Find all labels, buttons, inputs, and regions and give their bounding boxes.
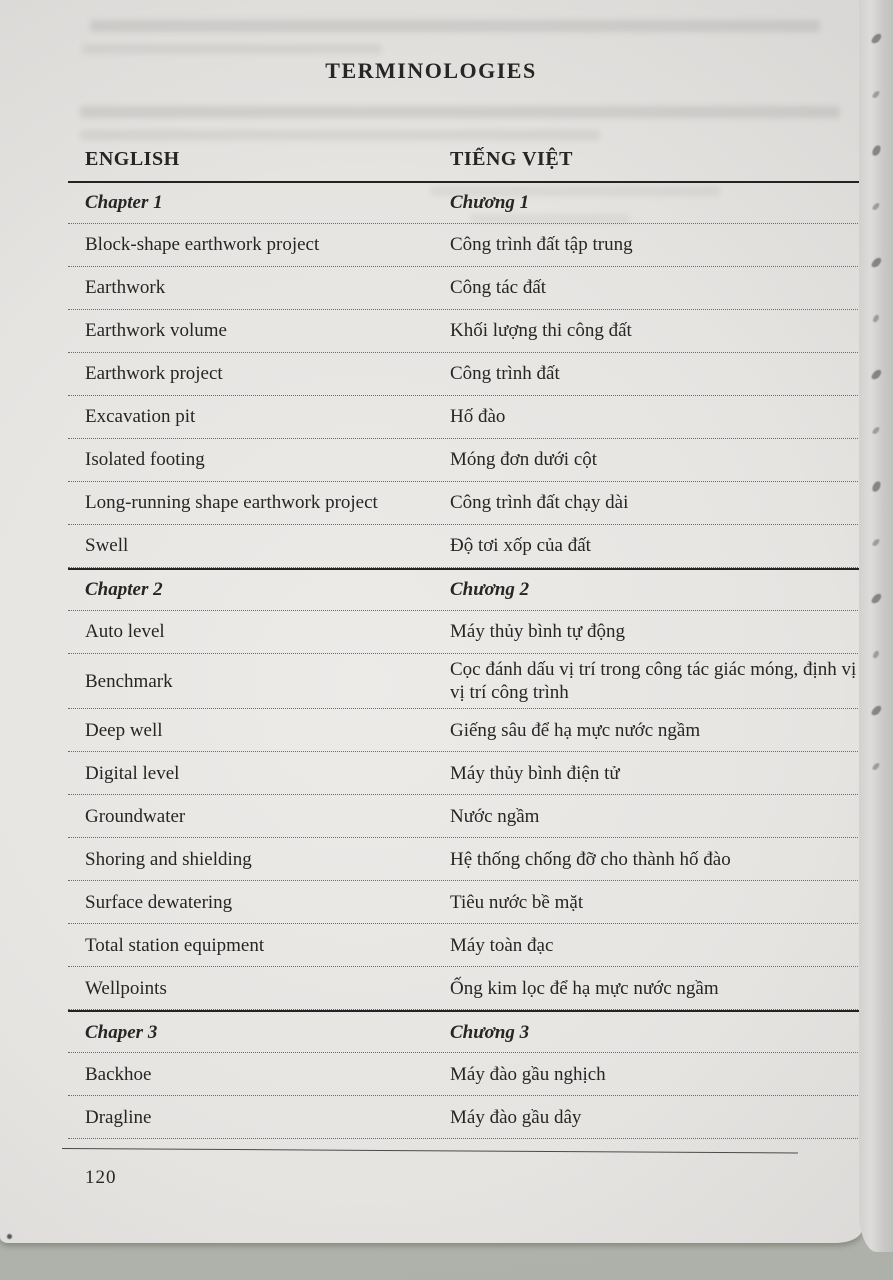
vietnamese-term: Hệ thống chống đỡ cho thành hố đào	[450, 848, 731, 870]
english-term: Benchmark	[85, 670, 173, 692]
english-term: Isolated footing	[85, 449, 205, 471]
vietnamese-term: Máy thủy bình điện tử	[450, 762, 620, 784]
term-row	[68, 267, 870, 310]
english-term: Earthwork project	[85, 363, 223, 385]
english-term: Backhoe	[85, 1063, 152, 1085]
vietnamese-term: Máy đào gầu dây	[450, 1106, 582, 1128]
page-title: TERMINOLOGIES	[325, 58, 537, 83]
english-term: Chaper 3	[85, 1021, 158, 1043]
english-term: Surface dewatering	[85, 891, 233, 913]
vietnamese-term: Công trình đất tập trung	[450, 234, 633, 256]
vietnamese-term: Khối lượng thi công đất	[450, 320, 632, 342]
table-header-row	[68, 148, 870, 183]
english-term: Chapter 2	[85, 579, 163, 601]
english-term: Auto level	[85, 621, 165, 643]
book-page-edge	[859, 0, 893, 1252]
page-number: 120	[85, 1167, 117, 1189]
vietnamese-term: Nước ngầm	[450, 805, 540, 827]
page-corner-mark	[7, 1234, 12, 1239]
vietnamese-term: Móng đơn dưới cột	[450, 449, 598, 471]
english-term: Block-shape earthwork project	[85, 234, 320, 256]
term-row	[68, 967, 870, 1010]
chapter-row	[68, 183, 870, 224]
vietnamese-term: Công trình đất	[450, 363, 560, 385]
vietnamese-term: Ống kim lọc để hạ mực nước ngầm	[450, 977, 719, 999]
term-row	[68, 654, 870, 709]
term-row	[68, 838, 870, 881]
term-row	[68, 795, 870, 838]
term-row	[68, 525, 870, 568]
english-term: Chapter 1	[85, 192, 163, 214]
vietnamese-term: Máy thủy bình tự động	[450, 621, 625, 643]
term-row	[68, 924, 870, 967]
column-header-english: ENGLISH	[85, 148, 180, 170]
vietnamese-term: Chương 3	[450, 1021, 530, 1043]
english-term: Swell	[85, 535, 129, 557]
table-bottom-rule	[62, 1148, 798, 1153]
vietnamese-term: Công trình đất chạy dài	[450, 492, 629, 514]
terms-table-body	[68, 183, 870, 1139]
vietnamese-term: Hố đào	[450, 406, 506, 428]
term-row	[68, 709, 870, 752]
english-term: Earthwork volume	[85, 320, 227, 342]
vietnamese-term: Độ tơi xốp của đất	[450, 535, 591, 557]
vietnamese-term: Cọc đánh dấu vị trí trong công tác giác móng, định vị vị trí công trình	[450, 659, 857, 704]
vietnamese-term: Tiêu nước bề mặt	[450, 891, 584, 913]
english-term: Excavation pit	[85, 406, 196, 428]
english-term: Total station equipment	[85, 934, 265, 956]
term-row	[68, 1096, 870, 1139]
english-term: Digital level	[85, 762, 180, 784]
term-row	[68, 353, 870, 396]
english-term: Dragline	[85, 1106, 152, 1128]
vietnamese-term: Máy toàn đạc	[450, 934, 554, 956]
chapter-row	[68, 1010, 870, 1053]
term-row	[68, 482, 870, 525]
vietnamese-term: Chương 1	[450, 192, 530, 214]
term-row	[68, 310, 870, 353]
term-row	[68, 881, 870, 924]
term-row	[68, 396, 870, 439]
term-row	[68, 224, 870, 267]
vietnamese-term: Chương 2	[450, 579, 530, 601]
english-term: Earthwork	[85, 277, 166, 299]
english-term: Long-running shape earthwork project	[85, 492, 378, 514]
vietnamese-term: Giếng sâu để hạ mực nước ngầm	[450, 719, 701, 741]
term-row	[68, 752, 870, 795]
vietnamese-term: Công tác đất	[450, 277, 547, 299]
english-term: Deep well	[85, 719, 163, 741]
english-term: Wellpoints	[85, 977, 167, 999]
terminology-table	[68, 148, 870, 1139]
english-term: Shoring and shielding	[85, 848, 252, 870]
english-term: Groundwater	[85, 805, 186, 827]
term-row	[68, 611, 870, 654]
vietnamese-term: Máy đào gầu nghịch	[450, 1063, 606, 1085]
chapter-row	[68, 568, 870, 611]
term-row	[68, 1053, 870, 1096]
term-row	[68, 439, 870, 482]
column-header-vietnamese: TIẾNG VIỆT	[450, 148, 574, 170]
